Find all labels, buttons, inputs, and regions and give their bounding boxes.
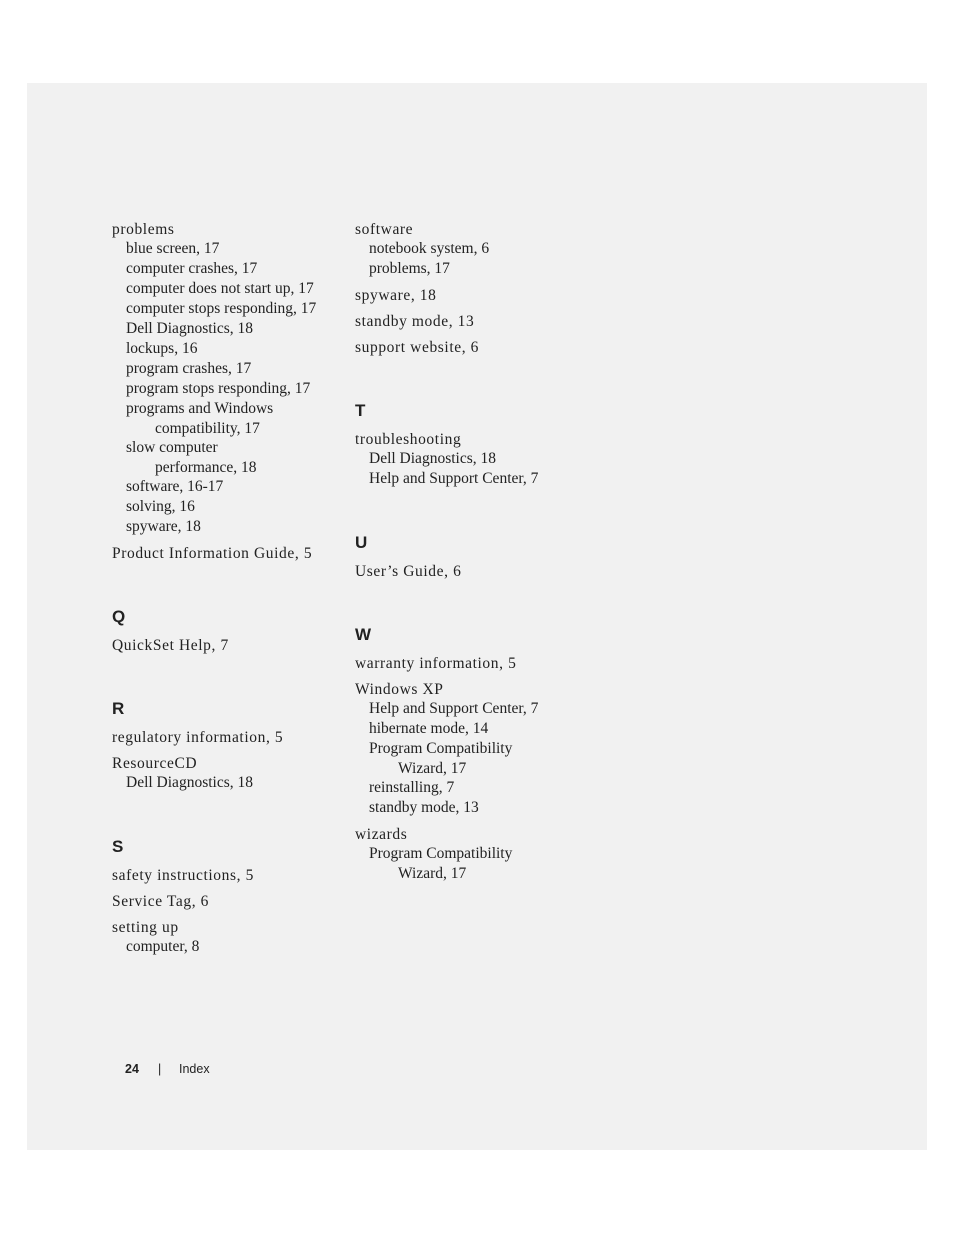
subentry-software-problems: problems, 17 <box>369 260 450 277</box>
footer-separator: | <box>158 1062 162 1076</box>
section-heading-q: Q <box>112 607 126 626</box>
page-number: 24 <box>125 1062 139 1076</box>
subentry-not-start: computer does not start up, 17 <box>126 280 314 297</box>
entry-product-guide: Product Information Guide, 5 <box>112 545 313 562</box>
entry-service-tag: Service Tag, 6 <box>112 893 209 910</box>
subentry-spyware: spyware, 18 <box>126 518 201 535</box>
subentry-notebook-system: notebook system, 6 <box>369 240 490 257</box>
index-page <box>27 83 927 1150</box>
entry-warranty: warranty information, 5 <box>355 655 517 672</box>
subentry-compatibility: compatibility, 17 <box>155 420 260 437</box>
subentry-resource-diagnostics: Dell Diagnostics, 18 <box>126 774 253 791</box>
section-heading-t: T <box>355 401 366 420</box>
section-heading-w: W <box>355 625 372 644</box>
index-column-left <box>112 220 352 957</box>
subentry-ts-diagnostics: Dell Diagnostics, 18 <box>369 450 496 467</box>
section-heading-s: S <box>112 837 124 856</box>
subentry-dell-diagnostics: Dell Diagnostics, 18 <box>126 320 253 337</box>
section-heading-r: R <box>112 699 125 718</box>
subentry-xp-program-compat: Program Compatibility <box>369 740 513 757</box>
entry-windows-xp: Windows XP <box>355 681 444 698</box>
entry-safety: safety instructions, 5 <box>112 867 254 884</box>
entry-resourcecd: ResourceCD <box>112 755 198 772</box>
entry-support-website: support website, 6 <box>355 339 480 356</box>
subentry-xp-help: Help and Support Center, 7 <box>369 700 539 717</box>
subentry-wz-program-compat: Program Compatibility <box>369 845 513 862</box>
footer-section-title: Index <box>179 1062 210 1076</box>
entry-troubleshooting: troubleshooting <box>355 431 462 448</box>
entry-standby-mode: standby mode, 13 <box>355 313 475 330</box>
subentry-blue-screen: blue screen, 17 <box>126 240 220 257</box>
subentry-stops-responding: computer stops responding, 17 <box>126 300 317 317</box>
subentry-solving: solving, 16 <box>126 498 195 515</box>
section-heading-u: U <box>355 533 368 552</box>
entry-wizards: wizards <box>355 826 408 843</box>
subentry-xp-reinstalling: reinstalling, 7 <box>369 779 455 796</box>
subentry-wz-wizard: Wizard, 17 <box>398 865 467 882</box>
entry-quickset: QuickSet Help, 7 <box>112 637 229 654</box>
subentry-program-crashes: program crashes, 17 <box>126 360 252 377</box>
subentry-computer: computer, 8 <box>126 938 200 955</box>
subentry-xp-standby: standby mode, 13 <box>369 799 479 816</box>
entry-software: software <box>355 221 414 238</box>
subentry-programs-windows: programs and Windows <box>126 400 274 417</box>
subentry-computer-crashes: computer crashes, 17 <box>126 260 258 277</box>
index-column-right <box>355 220 595 883</box>
subentry-slow-computer: slow computer <box>126 439 218 456</box>
subentry-performance: performance, 18 <box>155 459 257 476</box>
subentry-lockups: lockups, 16 <box>126 340 198 357</box>
subentry-xp-wizard: Wizard, 17 <box>398 760 467 777</box>
entry-regulatory: regulatory information, 5 <box>112 729 284 746</box>
subentry-ts-help: Help and Support Center, 7 <box>369 470 539 487</box>
subentry-software: software, 16-17 <box>126 478 224 495</box>
subentry-program-stops: program stops responding, 17 <box>126 380 311 397</box>
entry-users-guide: User’s Guide, 6 <box>355 563 462 580</box>
entry-setting-up: setting up <box>112 919 179 936</box>
entry-spyware: spyware, 18 <box>355 287 437 304</box>
subentry-xp-hibernate: hibernate mode, 14 <box>369 720 489 737</box>
entry-problems: problems <box>112 221 175 238</box>
